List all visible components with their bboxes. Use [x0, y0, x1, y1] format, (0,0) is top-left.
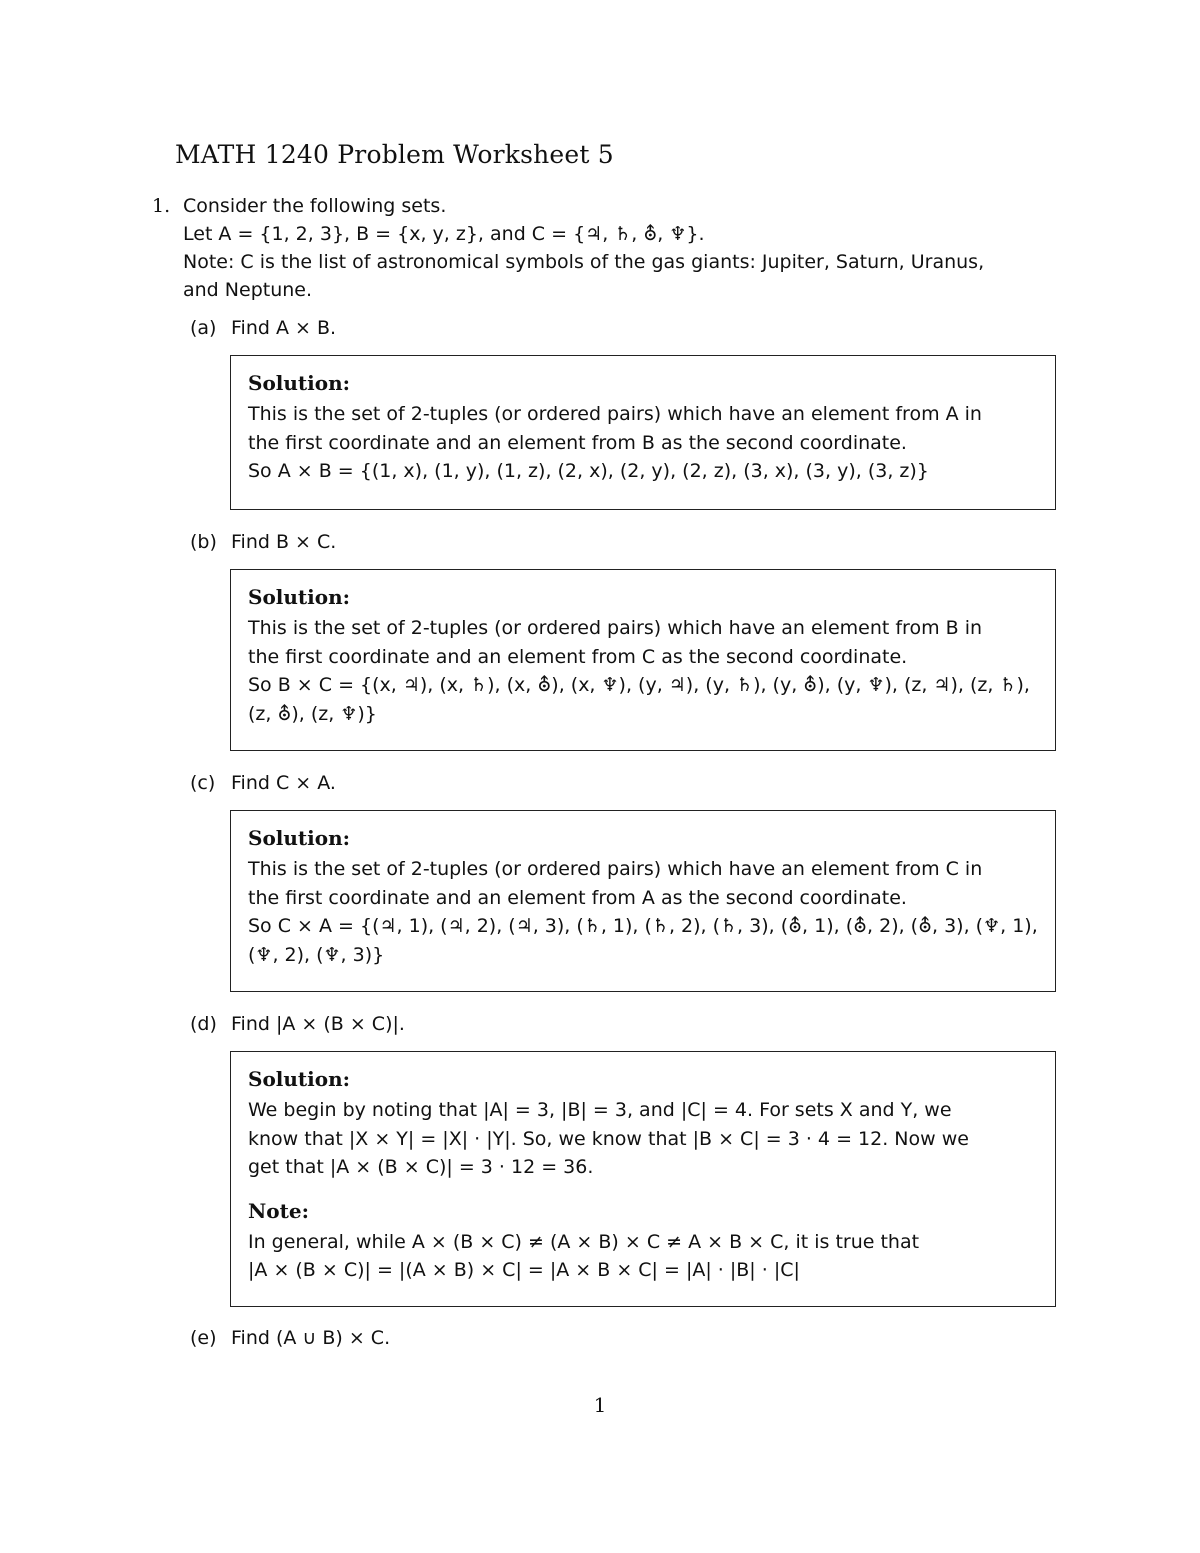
solution-heading: Solution:: [248, 585, 351, 609]
solution-box: [230, 810, 1056, 992]
solution-line: So C × A = {(♃, 1), (♃, 2), (♃, 3), (♄, 1), (♄, 2), (♄, 3), (⛢, 1), (⛢, 2), (⛢, 3), (♆, 1),: [248, 915, 1038, 937]
solution-line: the first coordinate and an element from B as the second coordinate.: [248, 431, 907, 454]
part-question: Find C × A.: [231, 772, 336, 794]
solution-box: [230, 1051, 1056, 1307]
solution-line: (♆, 2), (♆, 3)}: [248, 943, 385, 966]
solution-line: know that |X × Y| = |X| · |Y|. So, we know that |B × C| = 3 · 4 = 12. Now we: [248, 1127, 969, 1150]
solution-line: get that |A × (B × C)| = 3 · 12 = 36.: [248, 1156, 594, 1178]
solution-box: [230, 569, 1056, 751]
page-number: 1: [593, 1393, 607, 1417]
solution-heading: Solution:: [248, 1067, 351, 1091]
solution-box: [230, 355, 1056, 510]
solution-line: So B × C = {(x, ♃), (x, ♄), (x, ⛢), (x, ♆), (y, ♃), (y, ♄), (y, ⛢), (y, ♆), (z, ♃), (z, ♄),: [248, 674, 1030, 696]
problem-intro-line: Consider the following sets.: [183, 195, 447, 217]
solution-line: We begin by noting that |A| = 3, |B| = 3, and |C| = 4. For sets X and Y, we: [248, 1099, 952, 1121]
problem-sets-definition: Let A = {1, 2, 3}, B = {x, y, z}, and C = {♃, ♄, ⛢, ♆}.: [183, 223, 705, 245]
part-label: (d): [190, 1013, 217, 1035]
problem-note-line: Note: C is the list of astronomical symbols of the gas giants: Jupiter, Saturn, Uranus,: [183, 251, 985, 273]
solution-heading: Solution:: [248, 371, 351, 395]
solution-line: (z, ⛢), (z, ♆)}: [248, 702, 377, 725]
note-line: In general, while A × (B × C) ≠ (A × B) × C ≠ A × B × C, it is true that: [248, 1230, 920, 1253]
solution-line: the first coordinate and an element from A as the second coordinate.: [248, 886, 907, 909]
part-question: Find A × B.: [231, 317, 337, 339]
note-line: |A × (B × C)| = |(A × B) × C| = |A × B × C| = |A| · |B| · |C|: [248, 1259, 800, 1281]
solution-line: This is the set of 2-tuples (or ordered pairs) which have an element from A in: [248, 403, 982, 425]
part-question: Find B × C.: [231, 531, 337, 553]
solution-heading: Solution:: [248, 826, 351, 850]
part-question: Find (A ∪ B) × C.: [231, 1327, 391, 1349]
part-label: (b): [190, 531, 217, 553]
part-label: (a): [190, 317, 217, 339]
solution-line: This is the set of 2-tuples (or ordered pairs) which have an element from C in: [248, 858, 983, 880]
note-heading: Note:: [248, 1198, 309, 1223]
part-question: Find |A × (B × C)|.: [231, 1013, 405, 1035]
solution-line: This is the set of 2-tuples (or ordered pairs) which have an element from B in: [248, 617, 983, 639]
problem-number: 1.: [152, 195, 171, 217]
problem-note-line: and Neptune.: [183, 279, 313, 301]
solution-line: the first coordinate and an element from C as the second coordinate.: [248, 645, 908, 668]
part-label: (c): [190, 772, 216, 794]
part-label: (e): [190, 1327, 217, 1349]
page-title: MATH 1240 Problem Worksheet 5: [175, 140, 614, 169]
solution-line: So A × B = {(1, x), (1, y), (1, z), (2, x), (2, y), (2, z), (3, x), (3, y), (3, z)}: [248, 460, 929, 482]
